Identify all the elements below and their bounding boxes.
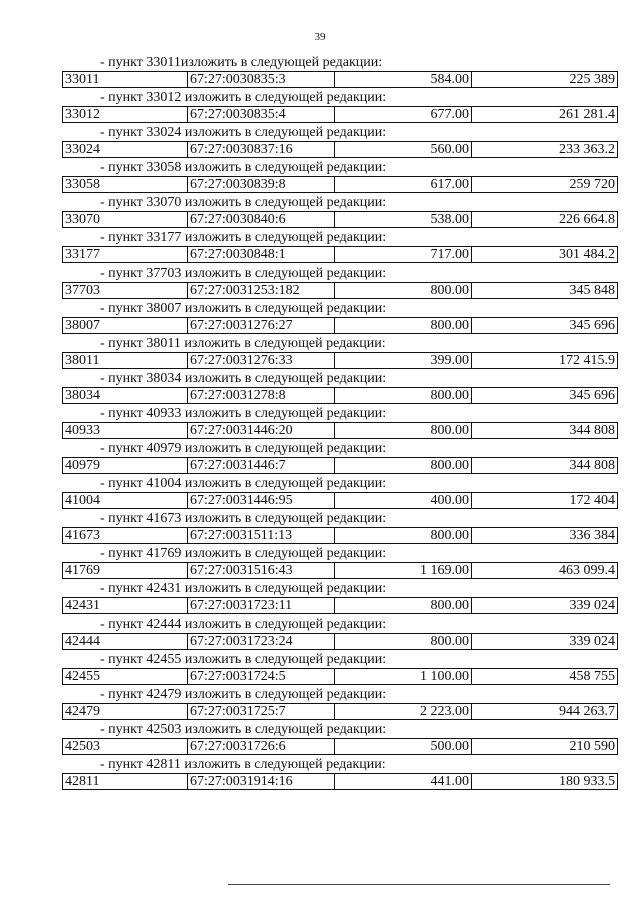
cadastral-value-cell: 344 808 [472,458,618,474]
amendment-row [62,282,618,299]
cadastral-value-cell: 180 933.5 [472,773,618,789]
area-cell: 399.00 [335,352,472,368]
cadastral-value-cell: 261 281.4 [472,107,618,123]
cadastral-number-cell: 67:27:0031446:20 [188,422,335,438]
amendment-caption: - пункт 42503 изложить в следующей редакции: [100,721,387,737]
amendment-caption: - пункт 40933 изложить в следующей редакции: [100,405,387,421]
area-cell: 800.00 [335,458,472,474]
cadastral-number-cell: 67:27:0030840:6 [188,212,335,228]
amendment-entry [62,580,617,615]
cadastral-number-cell: 67:27:0031253:182 [188,282,335,298]
amendment-caption: - пункт 33024 изложить в следующей редакции: [100,125,387,141]
area-cell: 717.00 [335,247,472,263]
amendment-row [62,668,618,685]
cadastral-value-cell: 344 808 [472,422,618,438]
amendment-row [62,246,618,263]
area-cell: 441.00 [335,773,472,789]
amendment-caption: - пункт 42444 изложить в следующей редакции: [100,616,387,632]
item-code-cell: 38034 [63,387,188,403]
item-code-cell: 40933 [63,422,188,438]
cadastral-value-cell: 336 384 [472,528,618,544]
cadastral-value-cell: 301 484.2 [472,247,618,263]
amendment-entry [62,54,617,89]
amendment-entry [62,229,617,264]
area-cell: 584.00 [335,72,472,88]
amendment-row [62,633,618,650]
item-code-cell: 42503 [63,738,188,754]
amendment-row [62,738,618,755]
cadastral-value-cell: 944 263.7 [472,703,618,719]
area-cell: 1 100.00 [335,668,472,684]
amendment-entry [62,265,617,300]
cadastral-value-cell: 210 590 [472,738,618,754]
item-code-cell: 33024 [63,142,188,158]
amendment-row [62,492,618,509]
area-cell: 538.00 [335,212,472,228]
amendment-entry [62,721,617,756]
area-cell: 2 223.00 [335,703,472,719]
amendment-row [62,176,618,193]
cadastral-value-cell: 226 664.8 [472,212,618,228]
amendment-caption: - пункт 38034 изложить в следующей редакции: [100,370,387,386]
amendment-caption: - пункт 41004 изложить в следующей редакции: [100,476,387,492]
amendment-row [62,562,618,579]
cadastral-value-cell: 225 389 [472,72,618,88]
item-code-cell: 42455 [63,668,188,684]
amendment-row [62,457,618,474]
cadastral-value-cell: 233 363.2 [472,142,618,158]
item-code-cell: 38007 [63,317,188,333]
item-code-cell: 42811 [63,773,188,789]
cadastral-value-cell: 259 720 [472,177,618,193]
amendment-row [62,211,618,228]
cadastral-number-cell: 67:27:0031278:8 [188,387,335,403]
cadastral-number-cell: 67:27:0030835:4 [188,107,335,123]
amendment-row [62,71,618,88]
amendment-caption: - пункт 38011 изложить в следующей редакции: [100,335,386,351]
area-cell: 500.00 [335,738,472,754]
item-code-cell: 42479 [63,703,188,719]
amendment-caption: - пункт 41673 изложить в следующей редакции: [100,511,387,527]
item-code-cell: 33070 [63,212,188,228]
item-code-cell: 41004 [63,493,188,509]
cadastral-value-cell: 172 415.9 [472,352,618,368]
cadastral-number-cell: 67:27:0031726:6 [188,738,335,754]
amendment-row [62,422,618,439]
cadastral-number-cell: 67:27:0031446:7 [188,458,335,474]
area-cell: 1 169.00 [335,563,472,579]
cadastral-number-cell: 67:27:0031725:7 [188,703,335,719]
area-cell: 800.00 [335,422,472,438]
item-code-cell: 37703 [63,282,188,298]
item-code-cell: 42444 [63,633,188,649]
cadastral-value-cell: 458 755 [472,668,618,684]
amendment-row [62,773,618,790]
item-code-cell: 33011 [63,72,188,88]
cadastral-number-cell: 67:27:0030835:3 [188,72,335,88]
amendment-entry [62,124,617,159]
area-cell: 800.00 [335,598,472,614]
cadastral-number-cell: 67:27:0031516:43 [188,563,335,579]
cadastral-value-cell: 463 099.4 [472,563,618,579]
amendment-caption: - пункт 33070 изложить в следующей редакции: [100,195,387,211]
amendment-row [62,387,618,404]
area-cell: 617.00 [335,177,472,193]
cadastral-number-cell: 67:27:0031276:33 [188,352,335,368]
amendment-entry [62,300,617,335]
amendment-row [62,703,618,720]
cadastral-number-cell: 67:27:0031723:24 [188,633,335,649]
area-cell: 800.00 [335,387,472,403]
amendment-entry [62,545,617,580]
amendment-entry [62,651,617,686]
item-code-cell: 42431 [63,598,188,614]
item-code-cell: 33058 [63,177,188,193]
area-cell: 400.00 [335,493,472,509]
amendment-caption: - пункт 42431 изложить в следующей редакции: [100,581,387,597]
item-code-cell: 41769 [63,563,188,579]
amendment-row [62,352,618,369]
amendment-caption: - пункт 42479 изложить в следующей редакции: [100,686,387,702]
amendment-list [62,54,617,791]
cadastral-number-cell: 67:27:0031914:16 [188,773,335,789]
amendment-entry [62,405,617,440]
amendment-entry [62,440,617,475]
amendment-entry [62,510,617,545]
cadastral-value-cell: 345 848 [472,282,618,298]
amendment-entry [62,370,617,405]
area-cell: 800.00 [335,633,472,649]
cadastral-number-cell: 67:27:0030848:1 [188,247,335,263]
item-code-cell: 41673 [63,528,188,544]
page-number: 39 [314,31,326,43]
cadastral-value-cell: 339 024 [472,633,618,649]
item-code-cell: 38011 [63,352,188,368]
cadastral-value-cell: 345 696 [472,317,618,333]
cadastral-number-cell: 67:27:0031724:5 [188,668,335,684]
amendment-caption: - пункт 42455 изложить в следующей редакции: [100,651,387,667]
amendment-caption: - пункт 33058 изложить в следующей редакции: [100,160,387,176]
item-code-cell: 33012 [63,107,188,123]
area-cell: 560.00 [335,142,472,158]
cadastral-number-cell: 67:27:0031511:13 [188,528,335,544]
area-cell: 800.00 [335,282,472,298]
amendment-row [62,527,618,544]
area-cell: 800.00 [335,317,472,333]
cadastral-number-cell: 67:27:0030837:16 [188,142,335,158]
cadastral-number-cell: 67:27:0031446:95 [188,493,335,509]
cadastral-number-cell: 67:27:0030839:8 [188,177,335,193]
amendment-caption: - пункт 33177 изложить в следующей редакции: [100,230,387,246]
amendment-row [62,106,618,123]
amendment-entry [62,756,617,791]
item-code-cell: 40979 [63,458,188,474]
item-code-cell: 33177 [63,247,188,263]
cadastral-value-cell: 172 404 [472,493,618,509]
amendment-caption: - пункт 33011изложить в следующей редакции: [100,55,383,70]
amendment-entry [62,89,617,124]
amendment-caption: - пункт 42811 изложить в следующей редакции: [100,756,386,772]
amendment-caption: - пункт 33012 изложить в следующей редакции: [100,90,387,106]
cadastral-value-cell: 345 696 [472,387,618,403]
cadastral-number-cell: 67:27:0031723:11 [188,598,335,614]
amendment-caption: - пункт 37703 изложить в следующей редакции: [100,265,387,281]
amendment-caption: - пункт 41769 изложить в следующей редакции: [100,546,387,562]
amendment-row [62,317,618,334]
area-cell: 677.00 [335,107,472,123]
amendment-entry [62,686,617,721]
amendment-caption: - пункт 40979 изложить в следующей редакции: [100,441,387,457]
amendment-entry [62,194,617,229]
amendment-row [62,141,618,158]
amendment-entry [62,159,617,194]
cadastral-value-cell: 339 024 [472,598,618,614]
cadastral-number-cell: 67:27:0031276:27 [188,317,335,333]
footer-divider [228,884,610,885]
amendment-entry [62,616,617,651]
amendment-row [62,597,618,614]
area-cell: 800.00 [335,528,472,544]
amendment-entry [62,335,617,370]
amendment-caption: - пункт 38007 изложить в следующей редакции: [100,300,387,316]
amendment-entry [62,475,617,510]
